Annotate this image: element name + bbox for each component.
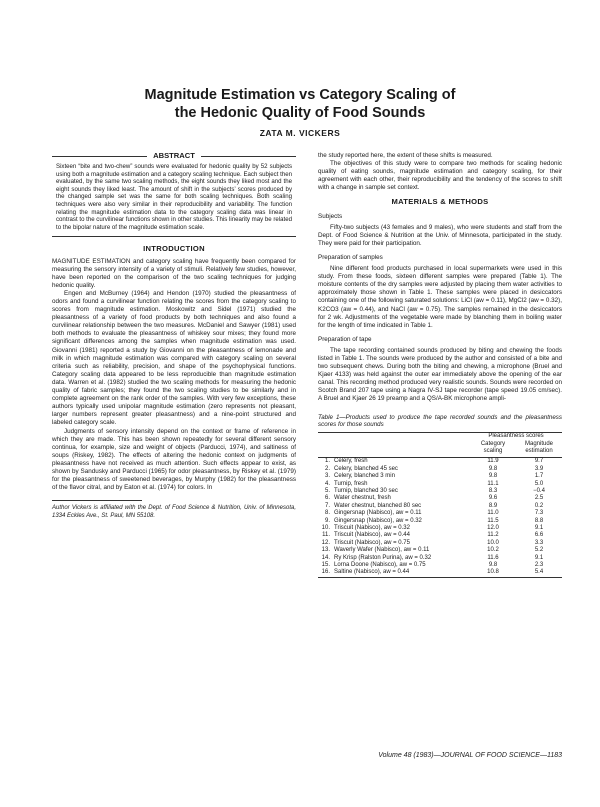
table-cell-product: Celery, fresh — [334, 458, 368, 465]
table-cell-index: 9. — [324, 517, 330, 524]
table-cell-index: 13. — [321, 547, 330, 554]
table-cell-product: Gingersnap (Nabisco), aw = 0.11 — [334, 510, 422, 517]
table-cell-magnitude: 9.1 — [534, 554, 544, 561]
tape-paragraph: The tape recording contained sounds produced by biting and chewing the foods listed in Table 1. The sounds were produced by the author and consisted of a bite and two subsequent chews. During both the biting and chewing, a microphone (Bruel and Kjaer 4133) was held against the outer ear immediately above the opening of the ear canal. This recording method produced very realistic sounds. Sounds were recorded on Scotch Brand 207 tape using a Nagra IV-SJ tape recorder (tape speed 19.05 cm/sec). A Bruel and Kjaer 26 19 preamp and a QS/A-BK microphone ampli- — [318, 346, 562, 403]
table-cell-product: Gingersnap (Nabisco), aw = 0.32 — [334, 517, 422, 524]
tape-subheading: Preparation of tape — [318, 335, 372, 343]
table-cell-magnitude: −0.4 — [533, 487, 545, 494]
objectives-paragraph: The objectives of this study were to compare two methods for scaling hedonic quality of eating sounds, magnitude estimation and category scaling, for their agreement with each other, their reproducibility and the tendency of the scores to shift with a change in sample set context. — [318, 160, 562, 192]
table-cell-product: Water chestnut, fresh — [334, 495, 391, 502]
table-cell-product: Celery, blanched 3 min — [334, 473, 395, 480]
table-span-header: Pleasantness scores — [470, 433, 562, 441]
table-cell-category: 11.1 — [487, 480, 499, 487]
table-cell-category: 9.6 — [488, 495, 498, 502]
table-cell-category: 10.0 — [487, 539, 499, 546]
table-col-magnitude-header: Magnitude estimation — [516, 441, 562, 458]
intro-paragraph-1: MAGNITUDE ESTIMATION and category scaling have frequently been compared for measuring the sensory intensity of a variety of stimuli. Relatively few studies, however, have been reported on the comparison of the two scaling techniques for judging hedonic quality. — [52, 257, 296, 289]
abstract-heading: ABSTRACT — [52, 152, 296, 160]
table-row — [318, 562, 562, 569]
table-cell-magnitude: 3.3 — [534, 539, 544, 546]
table-cell-category: 11.0 — [487, 510, 499, 517]
title-line-1: Magnitude Estimation vs Category Scaling of — [144, 87, 456, 103]
table-cell-product: Waverly Wafer (Nabisco), aw = 0.11 — [334, 547, 430, 554]
table-cell-product: Celery, blanched 45 sec — [334, 465, 398, 472]
table-cell-category: 9.8 — [488, 473, 498, 480]
table-cell-category: 8.9 — [488, 502, 498, 509]
table-row — [318, 510, 562, 517]
table-cell-magnitude: 7.3 — [534, 510, 544, 517]
table-row — [318, 547, 562, 554]
table-cell-magnitude: 6.6 — [534, 532, 544, 539]
table-cell-magnitude: 8.8 — [534, 517, 544, 524]
table-cell-index: 2. — [324, 465, 330, 472]
table-cell-magnitude: 1.7 — [534, 473, 544, 480]
table-cell-product: Triscuit (Nabisco), aw = 0.44 — [334, 532, 410, 539]
table-cell-magnitude: 0.2 — [534, 502, 544, 509]
table-cell-index: 1. — [324, 458, 330, 465]
subjects-subheading: Subjects — [318, 212, 343, 220]
article-title — [0, 86, 600, 122]
table-row — [318, 488, 562, 495]
table-cell-category: 8.3 — [488, 487, 498, 494]
table-cell-index: 5. — [324, 487, 330, 494]
footnote-rule — [52, 500, 142, 501]
table-row — [318, 569, 562, 577]
table-cell-product: Turnip, fresh — [334, 480, 368, 487]
table-cell-product: Lorna Doone (Nabisco), aw = 0.75 — [334, 562, 426, 569]
table-cell-magnitude: 3.9 — [534, 465, 544, 472]
table-cell-product: Triscuit (Nabisco), aw = 0.75 — [334, 539, 410, 546]
intro-paragraph-3: Judgments of sensory intensity depend on the context or frame of reference in which they are made. This has been shown repeatedly for several different sensory continua, for example, size and weight of objects (Parducci, 1974), and saltiness of soups (Riskey, 1982). The effects of altering the hedonic context on judgments of pleasantness have not received as much attention. Such effects appear to exist, as shown by Sandusky and Parducci (1965) for odor pleasantness, by Riskey et al. (1979) for the pleasantness of sweetened beverages, by Murphy (1982) for the pleasantness of the flavor citral, and by Eaton et al. (1974) for colors. In — [52, 427, 296, 492]
table-row — [318, 495, 562, 502]
table-cell-category: 11.2 — [487, 532, 499, 539]
table-cell-product: Turnip, blanched 30 sec — [334, 487, 398, 494]
table-row — [318, 458, 562, 466]
table-cell-index: 15. — [321, 562, 330, 569]
introduction-heading: INTRODUCTION — [143, 244, 205, 254]
table-row — [318, 555, 562, 562]
running-footer: Volume 48 (1983)—JOURNAL OF FOOD SCIENCE—1183 — [378, 752, 562, 759]
table-cell-magnitude: 5.4 — [516, 569, 562, 577]
table-cell-magnitude: 2.3 — [534, 562, 544, 569]
table-cell-category: 10.2 — [487, 547, 499, 554]
title-line-2: the Hedonic Quality of Food Sounds — [174, 105, 426, 121]
table-cell-index: 16. — [318, 569, 332, 577]
table-row — [318, 525, 562, 532]
table-1 — [318, 432, 562, 578]
table-row — [318, 473, 562, 480]
author-name: ZATA M. VICKERS — [259, 128, 341, 138]
table-cell-product: Water chestnut, blanched 80 sec — [334, 502, 422, 509]
table-cell-index: 11. — [322, 532, 330, 539]
subjects-paragraph: Fifty-two subjects (43 females and 9 males), who were students and staff from the Dept. of Food Science & Nutrition at the Univ. of Minnesota, participated in the study. They were paid for their participation. — [318, 223, 562, 247]
table-col-category-header: Category scaling — [470, 441, 516, 458]
table-1-caption: Table 1—Products used to produce the tape recorded sounds and the pleasantness scores for those sounds — [318, 413, 562, 429]
table-cell-index: 7. — [324, 502, 330, 509]
intro-paragraph-2: Engen and McBurney (1964) and Hendon (1970) studied the pleasantness of odors and found a curvilinear function relating the scores from the category scaling to scores from magnitude estimation. Moskowitz and Sidel (1971) studied the pleasantness of a variety of food products by both techniques and also found a curvilinear relationship between the two measures. McDaniel and Sawyer (1981) used both methods to evaluate the pleasantness of whiskey sour mixes; they found more significant differences among the samples when magnitude estimation was used. Giovanni (1981) reported a study by Giovanni on the pleasantness of lemonade and milk in which magnitude estimation was compared with category scaling on several criteria such as reliability, precision, and shape of the psychophysical functions. Category scaling data appeared to be less reproducible than magnitude estimation data. Warren et al. (1982) studied the two scaling methods for measuring the hedonic quality of fabric samples; they found the two scaling studies to be similarly and in complete agreement on the rank order of the samples. With very few exceptions, these authors typically used unipolar magnitude estimation (zero represents not pleasant, larger numbers represent greater pleasantness) and a nine-point structured and labeled category scale. — [52, 289, 296, 427]
table-cell-index: 10. — [321, 525, 330, 531]
intro-continuation: the study reported here, the extent of these shifts is measured. — [318, 152, 493, 159]
table-cell-category: 11.5 — [487, 517, 499, 524]
table-row — [318, 540, 562, 547]
table-cell-category: 11.6 — [487, 554, 499, 561]
methods-heading: MATERIALS & METHODS — [391, 197, 489, 207]
table-cell-category: 9.8 — [488, 562, 498, 569]
samples-subheading: Preparation of samples — [318, 253, 383, 261]
author-affiliation-footnote: Author Vickers is affiliated with the Dept. of Food Science & Nutrition, Univ. of Minnesota, 1334 Eckles Ave., St. Paul, MN 55108. — [52, 505, 296, 519]
table-cell-index: 4. — [324, 480, 330, 487]
table-row — [318, 532, 562, 539]
table-cell-index: 12. — [321, 539, 330, 546]
right-column — [318, 152, 562, 578]
table-row — [318, 481, 562, 488]
table-row — [318, 466, 562, 473]
table-cell-category: 11.9 — [487, 458, 499, 465]
table-cell-category: 10.8 — [470, 569, 516, 577]
table-cell-magnitude: 5.2 — [534, 547, 544, 554]
table-cell-index: 8. — [324, 510, 330, 517]
table-cell-product: Ry Krisp (Ralston Purina), aw = 0.32 — [334, 554, 432, 561]
table-cell-category: 9.8 — [488, 465, 498, 472]
table-cell-index: 14. — [321, 554, 330, 561]
table-cell-magnitude: 9.1 — [534, 525, 544, 531]
table-cell-magnitude: 9.7 — [534, 458, 544, 465]
table-cell-product: Triscuit (Nabisco), aw = 0.32 — [334, 525, 410, 531]
table-cell-product: Saltine (Nabisco), aw = 0.44 — [332, 569, 470, 577]
table-row — [318, 503, 562, 510]
abstract-text: Sixteen “bite and two-chew” sounds were evaluated for hedonic quality by 52 subjects using both a magnitude estimation and a category scaling technique. Each subject then evaluated, by the same two scaling methods, the eight sounds they liked most and the eight sounds they liked least. The amount of shift in the subjects’ scores produced by the changed sample set was the same for both scaling techniques. Both scaling techniques were also very similar in their reproducibility and variability. The function relating the magnitude estimation data to the category scaling data was linear in contrast to the curvilinear functions shown in other studies. This linearity may be related to the bipolar nature of the magnitude estimation scale. — [56, 163, 292, 231]
table-cell-index: 3. — [324, 473, 330, 480]
table-cell-magnitude: 5.0 — [534, 480, 544, 487]
table-cell-category: 12.0 — [487, 525, 499, 531]
table-cell-index: 6. — [324, 495, 330, 502]
abstract-rule — [52, 236, 296, 237]
left-column — [52, 152, 296, 520]
table-cell-magnitude: 2.5 — [534, 495, 544, 502]
samples-paragraph: Nine different food products purchased in local supermarkets were used in this study. From these foods, sixteen different samples were prepared (Table 1). The moisture contents of the dry samples were adjusted by placing them water activities to approximately those shown in Table 1. These samples were placed in desiccators containing one of the following saturated solutions: LiCl (aw = 0.11), MgCl2 (aw = 0.32), K2CO3 (aw = 0.44), and NaCl (aw = 0.75). The samples remained in the desiccators for 2 wk. Adjustments of the vegetable were made by blanching them in boiling water for the length of time indicated in Table 1. — [318, 265, 562, 329]
table-row — [318, 518, 562, 525]
